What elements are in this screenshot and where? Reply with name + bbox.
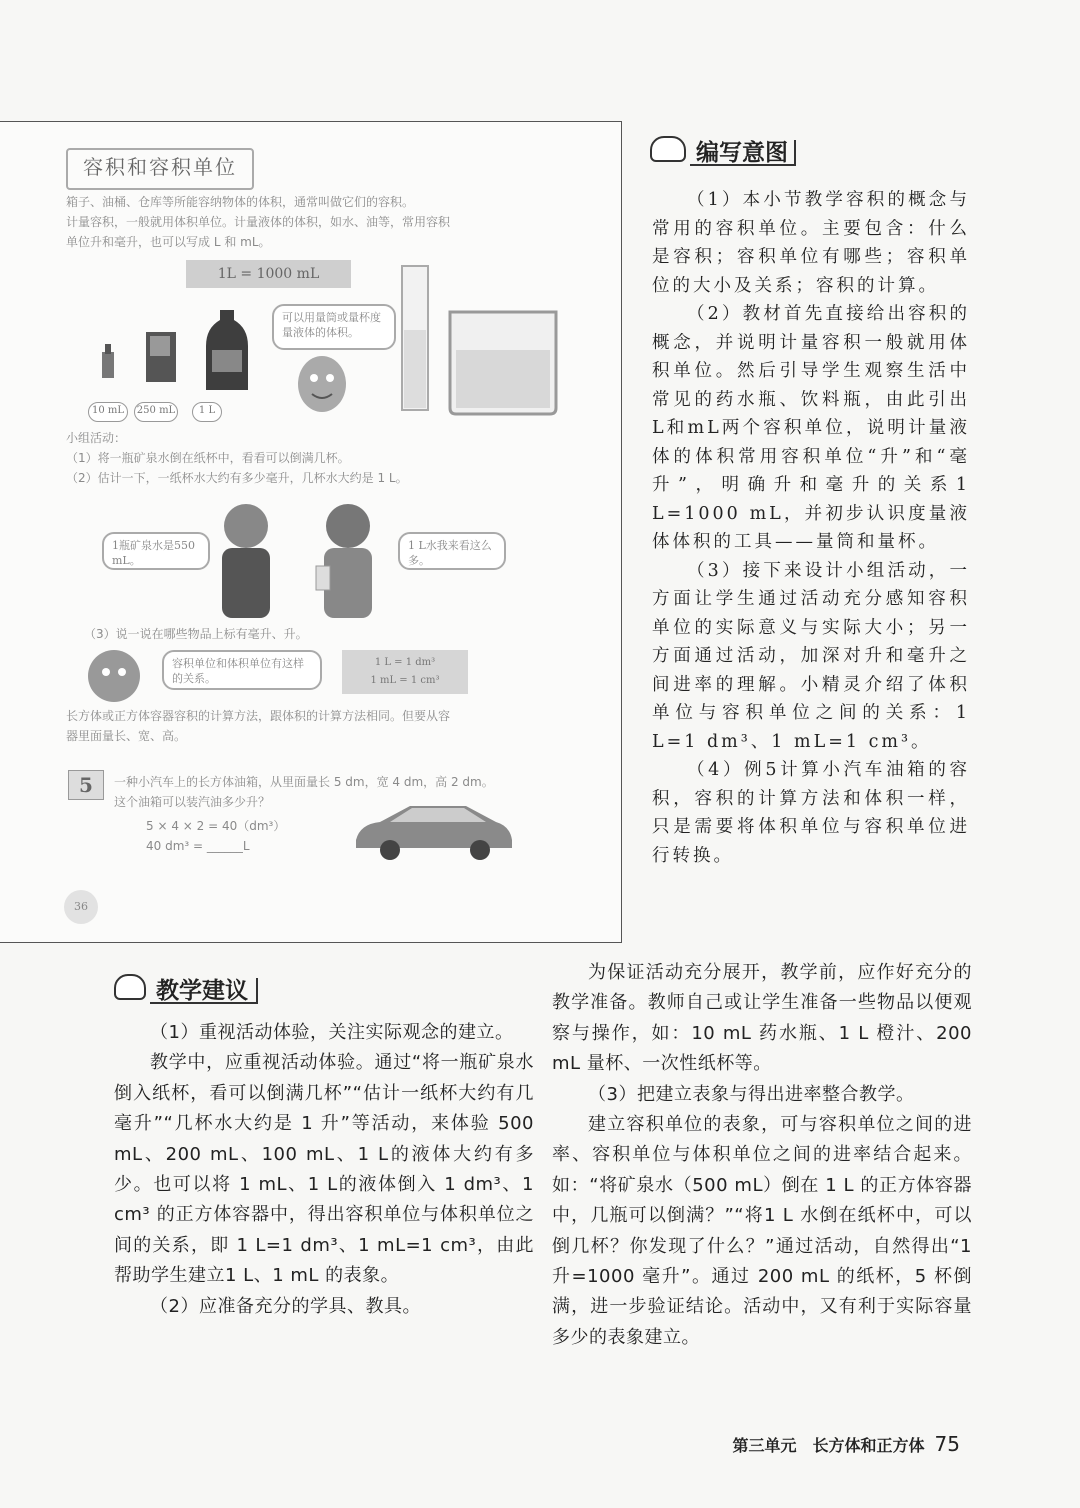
intent-paragraph: （3）接下来设计小组活动，一方面让学生通过活动充分感知容积单位的实际意义与实际大小；另一方面通过活动，加深对升和毫升之间进率的理解。小精灵介绍了体积单位与容积单位之间的关系：1 L=1 dm³、1 mL=1 cm³。 (652, 560, 970, 752)
speech-bubble-boy: 1瓶矿泉水是550 mL。 (102, 532, 210, 570)
formula-box: 1L = 1000 mL (186, 260, 351, 288)
girl (326, 504, 370, 548)
intent-paragraph: （1）本小节教学容积的概念与常用的容积单位。主要包含：什么是容积；容积单位有哪些；容积单位的大小及关系；容积的计算。 (652, 190, 970, 296)
potato-character (288, 348, 358, 418)
intro-line: 箱子、油桶、仓库等所能容纳物体的体积，通常叫做它们的容积。 (66, 195, 415, 209)
tag-1l: 1 L (192, 402, 222, 422)
intent-header (650, 132, 800, 168)
activity-title: 小组活动： (66, 431, 127, 445)
textbook-scan-panel (0, 121, 622, 943)
boy (224, 504, 268, 548)
page-footer (733, 1432, 960, 1456)
suggest-right-column (552, 958, 972, 1353)
measuring-tools (390, 260, 580, 420)
tag-250ml: 250 mL (134, 402, 178, 422)
scan-page-number: 36 (64, 890, 98, 924)
suggest-left-column (114, 1018, 534, 1322)
suggest-paragraph: 教学中，应重视活动体验。通过“将一瓶矿泉水倒入纸杯，看可以倒满几杯”“估计一纸杯大约有几毫升”“几杯水大约是 1 升”等活动，来体验 500 mL、200 mL、100 mL、1 L的液体大约有多少。也可以将 1 mL、1 L的液体倒入 1 dm³、1 cm³ 的正方体容器中，得出容积单位与体积单位之间的关系，即 1 L=1 dm³、1 mL=1 cm³，由此帮助学生建立1 L、1 mL 的表象。 (114, 1052, 534, 1287)
suggest-heading-2: （2）应准备充分的学具、教具。 (150, 1295, 421, 1317)
speech-bubble-measure: 可以用量筒或量杯度量液体的体积。 (272, 304, 396, 350)
unit-relation-line: 1 mL = 1 cm³ (370, 675, 440, 686)
unit-relation-box (342, 650, 468, 694)
suggest-heading-3: （3）把建立表象与得出进率整合教学。 (588, 1083, 915, 1105)
children-illustration (206, 496, 396, 626)
footer-page-number: 75 (934, 1432, 960, 1456)
intent-paragraph: （2）教材首先直接给出容积的概念，并说明计量容积一般就用体积单位。然后引导学生观察生活中常见的药水瓶、饮料瓶，由此引出L和mL两个容积单位，说明计量液体的体积常用容积单位“升”和“毫升”，明确升和毫升的关系1 L=1000 mL，并初步认识度量液体体积的工具——量筒和量杯。 (652, 304, 970, 552)
tag-10ml: 10 mL (88, 402, 128, 422)
book-icon (650, 136, 686, 162)
unit-relation-line: 1 L = 1 dm³ (374, 657, 436, 668)
intro-text (66, 192, 556, 252)
medicine-bottle (102, 352, 114, 378)
group-activity (66, 428, 566, 488)
example-number: 5 (68, 770, 104, 800)
intent-paragraph: （4）例5计算小汽车油箱的容积，容积的计算方法和体积一样，只是需要将体积单位与容积单位进行转换。 (652, 760, 970, 866)
suggest-heading-1: （1）重视活动体验，关注实际观念的建立。 (150, 1022, 514, 1043)
activity-line: （2）估计一下，一纸杯水大约有多少毫升，几杯水大约是 1 L。 (66, 471, 408, 485)
calc-line: 5 × 4 × 2 = 40（dm³） (146, 819, 286, 833)
intent-body (652, 186, 970, 870)
sprite-character (74, 640, 174, 710)
suggest-paragraph: 为保证活动充分展开，教学前，应作好充分的教学准备。教师自己或让学生准备一些物品以便观察与操作，如：10 mL 药水瓶、1 L 橙汁、200 mL 量杯、一次性纸杯等。 (552, 962, 972, 1075)
speech-bubble-sprite: 容积单位和体积单位有这样的关系。 (162, 650, 322, 690)
footer-chapter: 第三单元 长方体和正方体 (732, 1436, 925, 1455)
example-line: 这个油箱可以装汽油多少升？ (114, 795, 271, 809)
suggest-paragraph: 建立容积单位的表象，可与容积单位之间的进率、容积单位与体积单位之间的进率结合起来。如：“将矿泉水（500 mL）倒在 1 L 的正方体容器中，几瓶可以倒满？”“将1 L 水倒在纸杯中，可以倒几杯？你发现了什么？”通过活动，自然得出“1 升=1000 毫升”。通过 200 mL 的纸杯，5 杯倒满，进一步验证结论。活动中，又有利于实际容量多少的表象建立。 (552, 1114, 972, 1348)
car-illustration (350, 794, 520, 864)
intro-line: 单位升和毫升，也可以写成 L 和 mL。 (66, 235, 271, 249)
speech-bubble-girl: 1 L水我来看这么多。 (398, 532, 506, 570)
example-line: 一种小汽车上的长方体油箱，从里面量长 5 dm，宽 4 dm，高 2 dm。 (114, 775, 494, 789)
intent-title: 编写意图 (696, 140, 788, 166)
cuboid-line: 器里面量长、宽、高。 (66, 729, 187, 743)
suggest-header (114, 970, 264, 1006)
calculation (146, 816, 346, 856)
calc-line: 40 dm³ = ______L (146, 839, 250, 853)
cuboid-line: 长方体或正方体容器容积的计算方法，跟体积的计算方法相同。但要从容 (66, 709, 451, 723)
pen-icon (114, 974, 146, 1000)
suggest-title: 教学建议 (156, 978, 248, 1004)
intro-line: 计量容积，一般就用体积单位。计量液体的体积，如水、油等，常用容积 (66, 215, 451, 229)
activity-3: （3）说一说在哪些物品上标有毫升、升。 (84, 627, 308, 641)
activity-line: （1）将一瓶矿泉水倒在纸杯中，看看可以倒满几杯。 (66, 451, 350, 465)
section-title: 容积和容积单位 (66, 148, 254, 190)
cuboid-capacity-text (66, 706, 556, 746)
